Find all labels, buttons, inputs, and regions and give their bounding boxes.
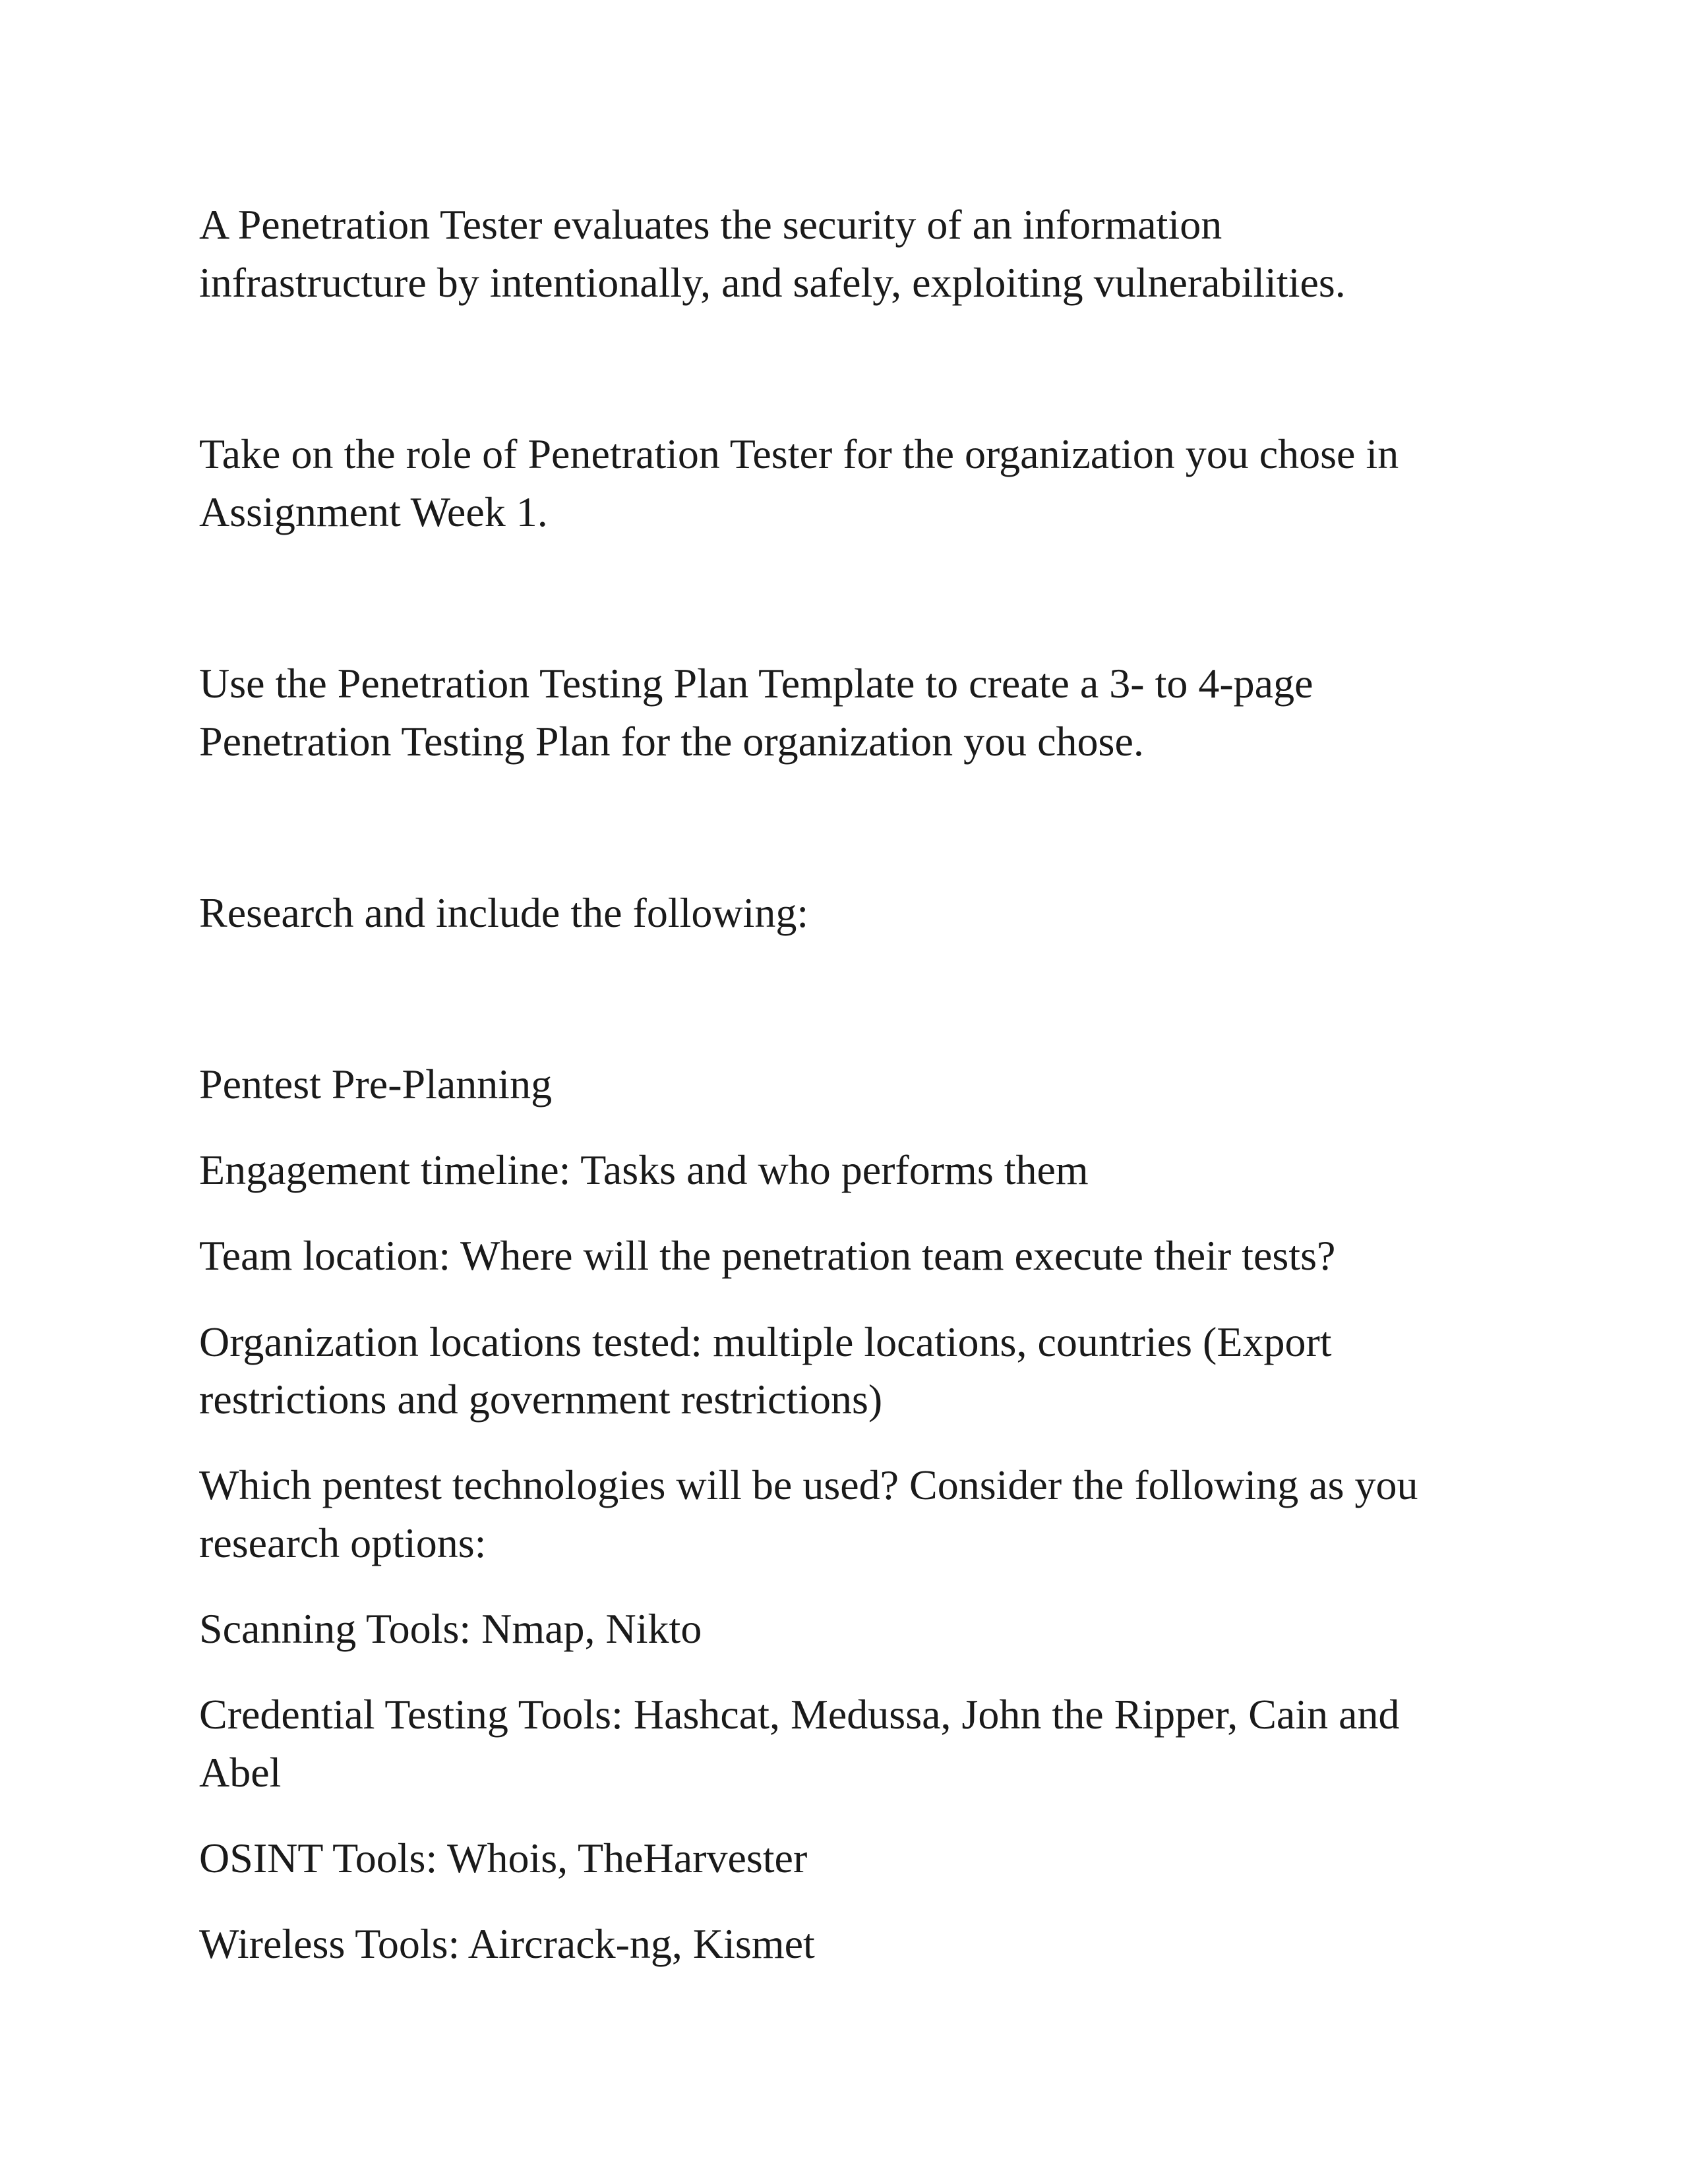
item-credential-tools-line-2: Abel <box>199 1749 282 1796</box>
template-line-2: Penetration Testing Plan for the organization you chose. <box>199 718 1144 765</box>
intro-line-1: A Penetration Tester evaluates the security of an information <box>199 201 1222 248</box>
item-preplanning: Pentest Pre-Planning <box>199 1061 553 1107</box>
item-org-locations-line-2: restrictions and government restrictions) <box>199 1376 883 1423</box>
item-wireless-tools: Wireless Tools: Aircrack-ng, Kismet <box>199 1920 815 1967</box>
role-line-2: Assignment Week 1. <box>199 488 548 535</box>
item-technologies-line-2: research options: <box>199 1520 487 1566</box>
item-credential-tools-line-1: Credential Testing Tools: Hashcat, Medussa, John the Ripper, Cain and <box>199 1691 1400 1738</box>
template-line-1: Use the Penetration Testing Plan Template to create a 3- to 4-page <box>199 660 1313 707</box>
item-osint-tools: OSINT Tools: Whois, TheHarvester <box>199 1835 808 1881</box>
item-timeline: Engagement timeline: Tasks and who performs them <box>199 1146 1089 1193</box>
research-heading: Research and include the following: <box>199 889 809 936</box>
item-technologies-line-1: Which pentest technologies will be used? Consider the following as you <box>199 1461 1418 1508</box>
item-scanning-tools: Scanning Tools: Nmap, Nikto <box>199 1605 702 1652</box>
role-line-1: Take on the role of Penetration Tester for the organization you chose in <box>199 430 1399 477</box>
item-org-locations-line-1: Organization locations tested: multiple locations, countries (Export <box>199 1318 1332 1365</box>
item-team-location: Team location: Where will the penetration team execute their tests? <box>199 1232 1336 1279</box>
intro-line-2: infrastructure by intentionally, and safely, exploiting vulnerabilities. <box>199 259 1346 306</box>
